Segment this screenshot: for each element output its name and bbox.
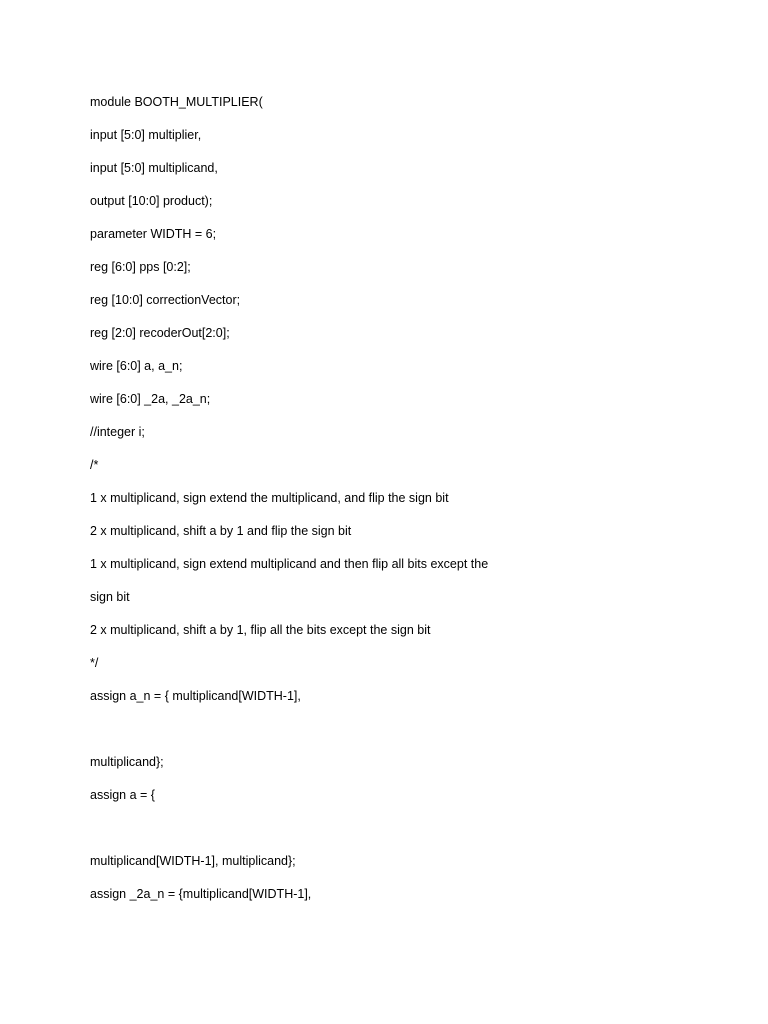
code-line-assign-2a-n: assign _2a_n = {multiplicand[WIDTH-1], bbox=[90, 887, 312, 901]
code-line-wire-2a: wire [6:0] _2a, _2a_n; bbox=[90, 392, 211, 406]
code-line-reg-correction: reg [10:0] correctionVector; bbox=[90, 293, 241, 307]
code-line-comment-5: 2 x multiplicand, shift a by 1, flip all the bits except the sign bit bbox=[90, 623, 431, 637]
code-line-comment-2: 2 x multiplicand, shift a by 1 and flip the sign bit bbox=[90, 524, 352, 538]
code-line-comment-close: */ bbox=[90, 656, 99, 670]
code-line-assign-a-n-cont: multiplicand}; bbox=[90, 755, 164, 769]
code-line-assign-a: assign a = { bbox=[90, 788, 155, 802]
code-line-assign-a-n: assign a_n = { multiplicand[WIDTH-1], bbox=[90, 689, 301, 703]
code-line-output-product: output [10:0] product); bbox=[90, 194, 213, 208]
code-line-reg-recoder: reg [2:0] recoderOut[2:0]; bbox=[90, 326, 230, 340]
code-line-module: module BOOTH_MULTIPLIER( bbox=[90, 95, 263, 109]
code-line-comment-1: 1 x multiplicand, sign extend the multiplicand, and flip the sign bit bbox=[90, 491, 449, 505]
code-line-parameter-width: parameter WIDTH = 6; bbox=[90, 227, 217, 241]
code-line-reg-pps: reg [6:0] pps [0:2]; bbox=[90, 260, 191, 274]
code-line-wire-a: wire [6:0] a, a_n; bbox=[90, 359, 183, 373]
code-line-assign-a-cont: multiplicand[WIDTH-1], multiplicand}; bbox=[90, 854, 296, 868]
code-line-input-multiplicand: input [5:0] multiplicand, bbox=[90, 161, 218, 175]
code-line-comment-4: sign bit bbox=[90, 590, 130, 604]
code-line-comment-integer: //integer i; bbox=[90, 425, 145, 439]
code-line-input-multiplier: input [5:0] multiplier, bbox=[90, 128, 202, 142]
code-line-comment-open: /* bbox=[90, 458, 99, 472]
code-line-comment-3: 1 x multiplicand, sign extend multiplicand and then flip all bits except the bbox=[90, 557, 489, 571]
